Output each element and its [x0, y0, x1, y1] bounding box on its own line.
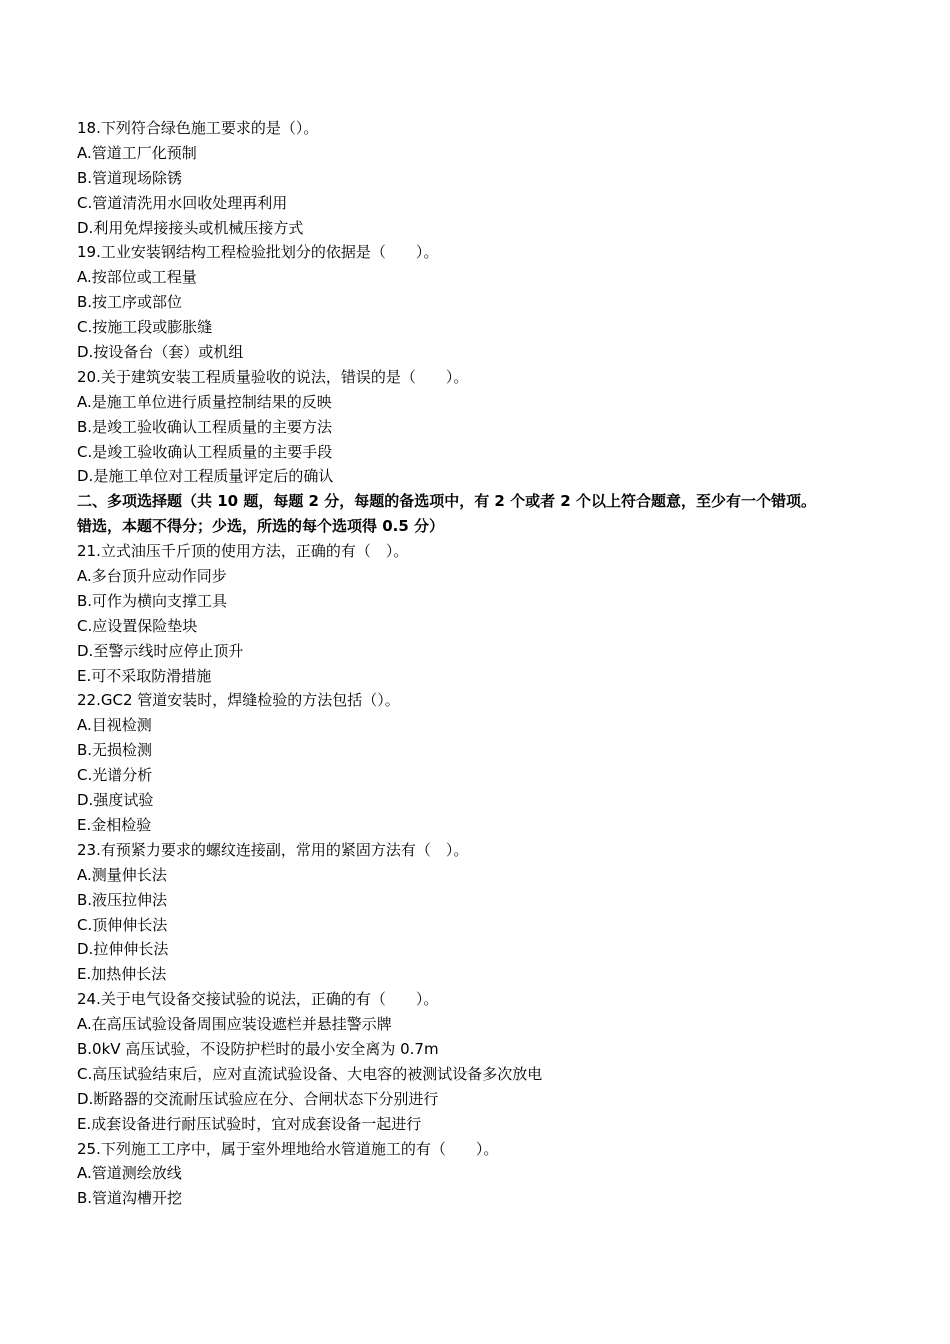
- answer-option: D.是施工单位对工程质量评定后的确认: [77, 467, 334, 486]
- answer-option: B.按工序或部位: [77, 293, 183, 312]
- question: [77, 539, 897, 688]
- question: [77, 365, 897, 489]
- answer-option: C.光谱分析: [77, 766, 153, 785]
- answer-option: B.无损检测: [77, 741, 153, 760]
- answer-option: D.强度试验: [77, 791, 154, 810]
- exam-page: [77, 116, 897, 1211]
- answer-option: C.高压试验结束后，应对直流试验设备、大电容的被测试设备多次放电: [77, 1064, 543, 1083]
- question-stem: 25.下列施工工序中，属于室外埋地给水管道施工的有（ ）。: [77, 1139, 499, 1158]
- question-stem: 22.GC2 管道安装时，焊缝检验的方法包括（）。: [77, 691, 400, 710]
- question-stem: 18.下列符合绿色施工要求的是（）。: [77, 119, 319, 137]
- single-choice-questions: [77, 116, 897, 489]
- answer-option: A.管道测绘放线: [77, 1164, 182, 1183]
- answer-option: B.是竣工验收确认工程质量的主要方法: [77, 417, 333, 436]
- answer-option: D.拉伸伸长法: [77, 940, 169, 959]
- answer-option: D.断路器的交流耐压试验应在分、合闸状态下分别进行: [77, 1089, 439, 1108]
- answer-option: D.至警示线时应停止顶升: [77, 641, 244, 660]
- answer-option: A.在高压试验设备周围应装设遮栏并悬挂警示牌: [77, 1015, 392, 1034]
- question: [77, 838, 897, 987]
- section-heading: [77, 489, 897, 539]
- answer-option: A.按部位或工程量: [77, 268, 197, 287]
- answer-option: D.利用免焊接接头或机械压接方式: [77, 218, 304, 237]
- answer-option: C.顶伸伸长法: [77, 915, 168, 934]
- section-heading-line-2: 错选，本题不得分；少选，所选的每个选项得 0.5 分）: [77, 517, 445, 536]
- answer-option: B.管道现场除锈: [77, 168, 183, 187]
- answer-option: A.测量伸长法: [77, 865, 167, 884]
- answer-option: B.可作为横向支撑工具: [77, 591, 228, 610]
- answer-option: E.成套设备进行耐压试验时，宜对成套设备一起进行: [77, 1114, 422, 1133]
- question-stem: 19.工业安装钢结构工程检验批划分的依据是（ ）。: [77, 243, 439, 262]
- answer-option: A.管道工厂化预制: [77, 143, 197, 162]
- answer-option: B.管道沟槽开挖: [77, 1189, 183, 1208]
- question: [77, 116, 897, 240]
- answer-option: E.金相检验: [77, 815, 152, 834]
- question: [77, 688, 897, 837]
- answer-option: A.目视检测: [77, 716, 152, 735]
- answer-option: C.管道清洗用水回收处理再利用: [77, 193, 288, 212]
- answer-option: C.按施工段或膨胀缝: [77, 318, 213, 337]
- multiple-choice-questions: [77, 539, 897, 1211]
- question: [77, 987, 897, 1136]
- section-heading-line-1: 二、多项选择题（共 10 题，每题 2 分，每题的备选项中，有 2 个或者 2 个以上符合题意，至少有一个错项。: [77, 492, 816, 511]
- question: [77, 1137, 897, 1212]
- answer-option: E.可不采取防滑措施: [77, 666, 212, 685]
- answer-option: C.是竣工验收确认工程质量的主要手段: [77, 442, 333, 461]
- answer-option: A.是施工单位进行质量控制结果的反映: [77, 392, 332, 411]
- answer-option: A.多台顶升应动作同步: [77, 567, 227, 586]
- question-stem: 23.有预紧力要求的螺纹连接副，常用的紧固方法有（ ）。: [77, 840, 469, 859]
- question: [77, 240, 897, 364]
- question-stem: 20.关于建筑安装工程质量验收的说法，错误的是（ ）。: [77, 367, 469, 386]
- answer-option: C.应设置保险垫块: [77, 616, 198, 635]
- answer-option: B.液压拉伸法: [77, 890, 168, 909]
- answer-option: B.0kV 高压试验，不设防护栏时的最小安全离为 0.7m: [77, 1039, 439, 1058]
- answer-option: D.按设备台（套）或机组: [77, 343, 244, 362]
- question-stem: 24.关于电气设备交接试验的说法，正确的有（ ）。: [77, 990, 439, 1009]
- answer-option: E.加热伸长法: [77, 965, 167, 984]
- question-stem: 21.立式油压千斤顶的使用方法，正确的有（ ）。: [77, 542, 409, 561]
